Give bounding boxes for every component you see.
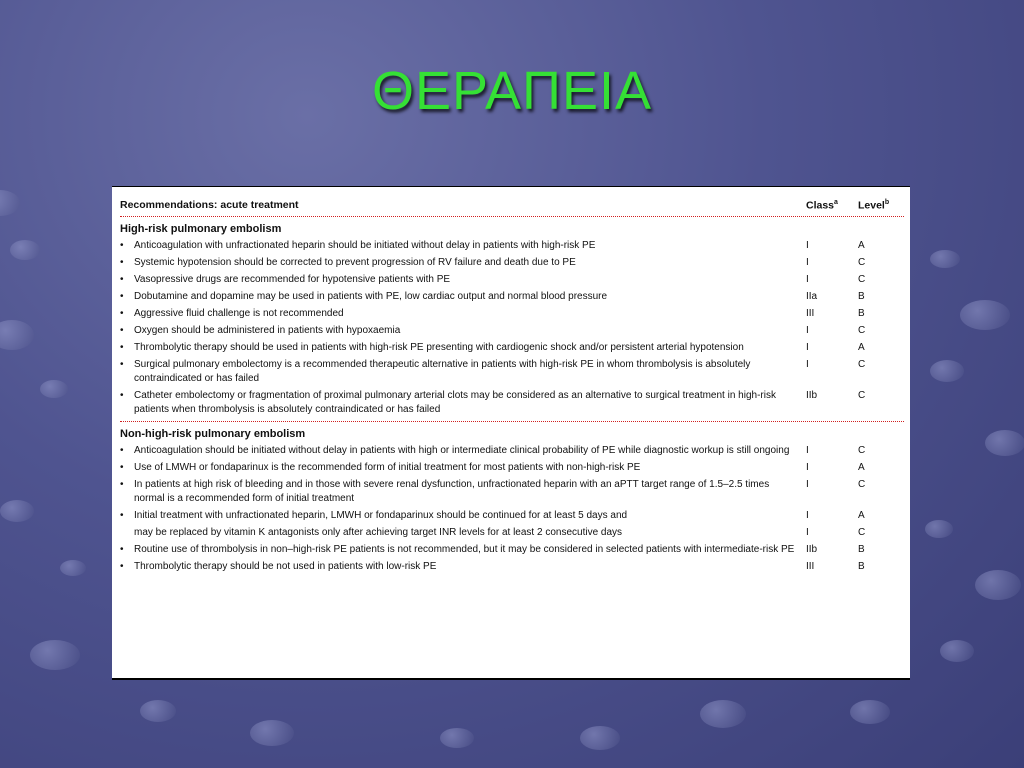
- table-row: [120, 239, 904, 253]
- table-row: [120, 324, 904, 338]
- recommendation-cell: [120, 256, 806, 270]
- recommendation-cell: [120, 526, 806, 540]
- table-row: [120, 307, 904, 321]
- class-cell: I: [806, 274, 809, 285]
- class-cell: I: [806, 510, 809, 521]
- header-recommendations: Recommendations: acute treatment: [120, 199, 299, 211]
- class-cell: III: [806, 561, 815, 572]
- level-cell: C: [858, 445, 866, 456]
- recommendation-cell: [120, 273, 806, 287]
- recommendation-cell: [120, 444, 806, 458]
- bullet: •: [120, 462, 124, 473]
- level-cell: C: [858, 257, 866, 268]
- recommendation-text: may be replaced by vitamin K antagonists only after achieving target INR levels for at least 2 consecutive days: [134, 527, 623, 538]
- class-cell: I: [806, 359, 809, 370]
- level-cell: A: [858, 240, 865, 251]
- bullet: •: [120, 325, 124, 336]
- level-cell: A: [858, 462, 865, 473]
- class-cell: I: [806, 325, 809, 336]
- recommendation-cell: [120, 461, 806, 475]
- recommendation-cell: [120, 341, 806, 355]
- level-cell: C: [858, 359, 866, 370]
- bullet: •: [120, 479, 124, 490]
- recommendations-table: [112, 186, 910, 680]
- level-cell: C: [858, 325, 866, 336]
- class-cell: IIb: [806, 544, 818, 555]
- bullet: •: [120, 561, 124, 572]
- bullet: •: [120, 274, 124, 285]
- bullet: •: [120, 544, 124, 555]
- recommendation-text: Anticoagulation should be initiated without delay in patients with high or intermediate clinical probability of PE while diagnostic workup is still ongoing: [134, 445, 790, 456]
- table-row: [120, 389, 904, 417]
- table-row: [120, 341, 904, 355]
- table-row: [120, 560, 904, 574]
- class-cell: III: [806, 308, 815, 319]
- recommendation-cell: [120, 324, 806, 338]
- recommendation-cell: [120, 478, 806, 506]
- recommendation-text: Vasopressive drugs are recommended for hypotensive patients with PE: [134, 274, 451, 285]
- recommendation-cell: [120, 509, 806, 523]
- table-body: [120, 217, 904, 574]
- recommendation-cell: [120, 560, 806, 574]
- recommendation-text: In patients at high risk of bleeding and in those with severe renal dysfunction, unfractionated heparin with an aPTT target range of 1.5–2.5 times normal is a recommended form of initial treatment: [134, 479, 770, 504]
- class-cell: I: [806, 240, 809, 251]
- table-row: [120, 444, 904, 458]
- section-heading: High-risk pulmonary embolism: [120, 223, 282, 235]
- recommendation-cell: [120, 290, 806, 304]
- recommendation-cell: [120, 239, 806, 253]
- bullet: •: [120, 308, 124, 319]
- level-cell: B: [858, 561, 865, 572]
- recommendation-cell: [120, 307, 806, 321]
- bullet: [120, 526, 134, 540]
- recommendation-text: Systemic hypotension should be corrected to prevent progression of RV failure and death due to PE: [134, 257, 576, 268]
- bullet: •: [120, 342, 124, 353]
- level-cell: B: [858, 291, 865, 302]
- class-cell: I: [806, 445, 809, 456]
- recommendation-text: Anticoagulation with unfractionated heparin should be initiated without delay in patients with high-risk PE: [134, 240, 596, 251]
- bullet: •: [120, 445, 124, 456]
- bullet: •: [120, 240, 124, 251]
- table-row: [120, 358, 904, 386]
- recommendation-text: Initial treatment with unfractionated heparin, LMWH or fondaparinux should be continued for at least 5 days and: [134, 510, 628, 521]
- bullet: •: [120, 291, 124, 302]
- recommendation-text: Catheter embolectomy or fragmentation of proximal pulmonary arterial clots may be considered as an alternative to surgical treatment in high-risk patients when thrombolysis is absolutely contraindicated or has failed: [134, 390, 776, 415]
- table-row: [120, 478, 904, 506]
- class-cell: I: [806, 342, 809, 353]
- level-cell: B: [858, 544, 865, 555]
- table-row: [120, 526, 904, 540]
- recommendation-text: Surgical pulmonary embolectomy is a recommended therapeutic alternative in patients with high-risk PE in whom thrombolysis is absolutely contraindicated or has failed: [134, 359, 751, 384]
- level-cell: C: [858, 479, 866, 490]
- level-cell: C: [858, 274, 866, 285]
- level-cell: C: [858, 527, 866, 538]
- slide-title: ΘΕΡΑΠΕΙΑ: [371, 61, 653, 121]
- recommendation-text: Dobutamine and dopamine may be used in patients with PE, low cardiac output and normal blood pressure: [134, 291, 608, 302]
- level-cell: B: [858, 308, 865, 319]
- bullet: •: [120, 257, 124, 268]
- bullet: •: [120, 510, 124, 521]
- table-row: [120, 256, 904, 270]
- table-row: [120, 461, 904, 475]
- recommendation-cell: [120, 543, 806, 557]
- section-heading: Non-high-risk pulmonary embolism: [120, 428, 306, 440]
- level-cell: A: [858, 510, 865, 521]
- recommendation-text: Thrombolytic therapy should be used in patients with high-risk PE presenting with cardiogenic shock and/or persistent arterial hypotension: [134, 342, 744, 353]
- recommendation-cell: [120, 389, 806, 417]
- table-row: [120, 273, 904, 287]
- recommendation-text: Aggressive fluid challenge is not recommended: [134, 308, 344, 319]
- table-row: [120, 509, 904, 523]
- table-header: [120, 194, 904, 216]
- header-class: Class$^a$: [806, 198, 838, 212]
- level-cell: C: [858, 390, 866, 401]
- table-row: [120, 290, 904, 304]
- class-cell: IIb: [806, 390, 818, 401]
- class-cell: I: [806, 527, 809, 538]
- class-cell: IIa: [806, 291, 818, 302]
- recommendation-text: Routine use of thrombolysis in non–high-risk PE patients is not recommended, but it may be considered in selected patients with intermediate-risk PE: [134, 544, 795, 555]
- recommendation-cell: [120, 358, 806, 386]
- recommendation-text: Use of LMWH or fondaparinux is the recommended form of initial treatment for most patients with non-high-risk PE: [134, 462, 641, 473]
- class-cell: I: [806, 257, 809, 268]
- bullet: •: [120, 359, 124, 370]
- class-cell: I: [806, 462, 809, 473]
- recommendation-text: Thrombolytic therapy should be not used in patients with low-risk PE: [134, 561, 437, 572]
- level-cell: A: [858, 342, 865, 353]
- recommendation-text: Oxygen should be administered in patients with hypoxaemia: [134, 325, 401, 336]
- table-row: [120, 543, 904, 557]
- class-cell: I: [806, 479, 809, 490]
- bullet: •: [120, 390, 124, 401]
- header-level: Level$^b$: [858, 198, 890, 212]
